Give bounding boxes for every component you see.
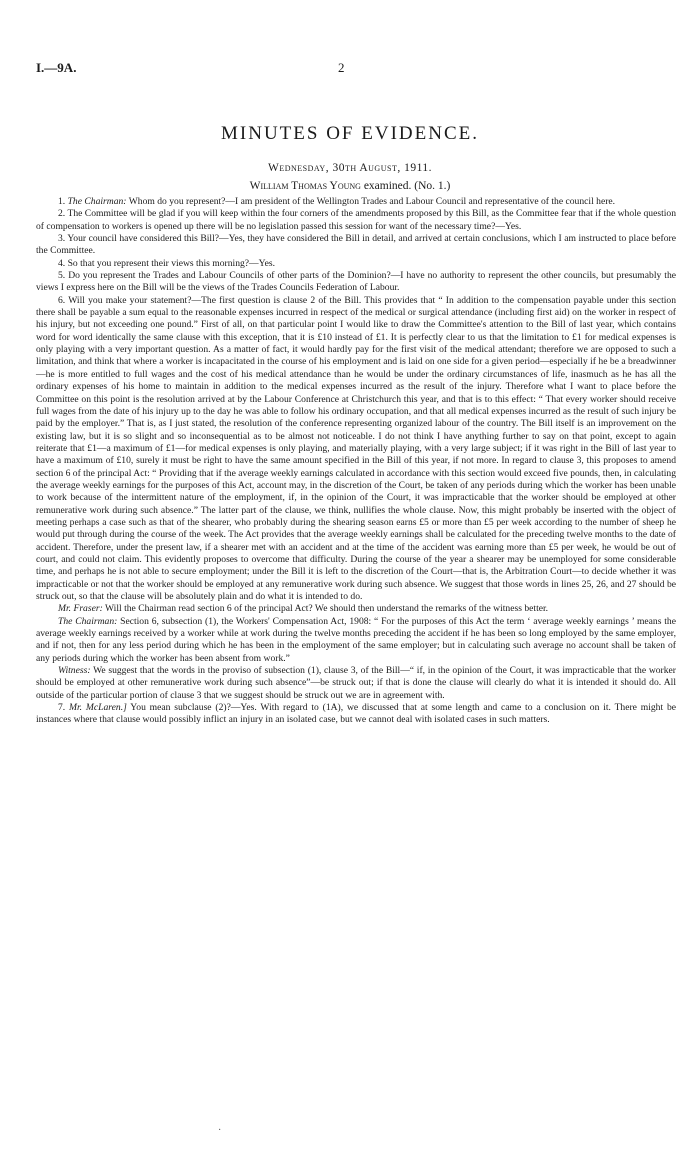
page-number: 2	[338, 60, 345, 75]
speaker-label: The Chairman:	[58, 615, 118, 627]
speaker-label: The Chairman:	[67, 196, 127, 207]
witness-examined-note: examined. (No. 1.)	[360, 180, 451, 192]
speaker-label: Witness:	[58, 665, 91, 677]
paragraph-number: 6.	[58, 294, 69, 306]
session-date: Wednesday, 30th August, 1911.	[267, 162, 433, 174]
document-reference: I.—9A.	[36, 60, 77, 75]
witness-heading	[0, 180, 700, 192]
evidence-paragraph-5	[36, 270, 676, 295]
paragraph-text: So that you represent their views this morning?—Yes.	[67, 257, 275, 269]
paragraph-text: Will you make your statement?—The first question is clause 2 of the Bill. This provides that “ In addition to the compensation payable under this section there shall be payable a sum equal to the reasonable expenses incurred in respect of the medical or surgical attendance (including first aid) on the worker in respect of his injury, but not exceeding one pound.” First of all, on that particular point I would like to draw the Committee's attention to the Bill of last year, which contains word for word identically the same clause with this exception, that it is £10 instead of £1. It is perfectly clear to us that the limitation to £1 for medical expenses is only playing with a very important question. As a matter of fact, it would hardly pay for the first visit of the medical attendant; therefore we are opposed to such a limitation, and think that where a worker is incapacitated in the course of his employment and is laid on one side for a given period—especially if he be a breadwinner—he is more entitled to full wages and the cost of his medical attendance than he would be under the ordinary circumstances of life, inasmuch as he has all the ordinary expenses of his home to maintain in addition to the medical expenses incurred as the result of the injury. Therefore what I want to place before the Committee on this point is the resolution arrived at by the Labour Conference at Christchurch this year, and that is to this effect: “ That every worker should receive full wages from the date of his injury up to the day he was able to follow his ordinary occupation, and that all medical expenses incurred as the result of such injury be paid by the employer.” That is, as I just stated, the resolution of the conference representing organized labour of the country. The Bill itself is an improvement on the existing law, but it is so slight and so inconsequential as to be almost not noticeable. I do not think I have anything further to say on that point, except to again reiterate that £1—a maximum of £1—for medical expenses is only playing, and materially playing, with a very large subject; if it was right in the Bill of last year to have a maximum of £10, surely it must be right to have the same amount specified in the Bill of this year, if not more. In regard to clause 3, this proposes to amend section 6 of the principal Act: “ Providing that if the average weekly earnings calculated in accordance with this section would exceed five pounds, then, in calculating the average weekly earnings for the purposes of this Act, account may, in the discretion of the Court, be taken of any periods during which the worker has been unable to work because of the intermittent nature of the employment, if, in the opinion of the Court, it was impracticable that the worker should be employed at other remunerative work during such absence.” The latter part of the clause, we think, nullifies the whole clause. Now, this might probably be inserted with the object of meeting perhaps a case such as that of the shearer, who probably during the shearing season earns £5 or more than £5 per week according to the number of sheep he would put through during the course of the week. The Act provides that the average weekly earnings shall be calculated for the preceding twelve months to the date of accident. Therefore, under the present law, if a shearer met with an accident and at the time of the accident was earning more than £5 per week, he would be out of court, and could not claim. This evidently proposes to overcome that difficulty. During the course of the year a shearer may be unemployed for some considerable time, and perhaps he is not able to secure employment; under the Bill it is left to the discretion of the Court—that is, the Arbitration Court—to decide whether it was impracticable or not that the worker should be employed at any remunerative work during such absence. We suggest that those words in lines 25, 26, and 27 should be struck out, so that the clause will be absolutely plain and do what it is intended to do.	[36, 294, 677, 602]
evidence-body	[36, 196, 676, 727]
stray-mark: ·	[218, 1125, 222, 1136]
paragraph-text: Whom do you represent?—I am president of the Wellington Trades and Labour Council and representative of the council here.	[126, 196, 616, 207]
witness-name: William Thomas Young	[249, 180, 361, 192]
paragraph-text: You mean subclause (2)?—Yes. With regard to (1A), we discussed that at some length and came to a conclusion on it. There might be instances where that clause would possibly inflict an injury in an isolated case, but we cannot deal with isolated cases in such matters.	[36, 702, 677, 726]
evidence-paragraph-1	[36, 196, 676, 208]
paragraph-text: Section 6, subsection (1), the Workers' Compensation Act, 1908: “ For the purposes of this Act the term ‘ average weekly earnings ’ means the average weekly earnings received by a worker while at work during the twelve months preceding the accident if he has been so long employed by the same employer, and if not, then for any less period during which he has been in the employment of the same employer; but in calculating such average no account shall be taken of any periods during which the worker has been absent from work.”	[36, 615, 676, 664]
page-header	[36, 60, 676, 80]
evidence-paragraph-witness	[36, 665, 676, 702]
paragraph-number: 1.	[58, 196, 68, 207]
paragraph-number: 7.	[58, 702, 70, 714]
paragraph-text: Do you represent the Trades and Labour Councils of other parts of the Dominion?—I have no authority to represent the other councils, but presumably the views I express here on the Bill will be the views of the Trades Councils Federation of Labour.	[36, 270, 676, 294]
paragraph-number: 3.	[58, 233, 68, 245]
evidence-paragraph-7	[36, 702, 676, 727]
paragraph-text: The Committee will be glad if you will keep within the four corners of the amendments proposed by this Bill, as the Committee fear that if the whole question of compensation to workers is opened up there will be no legislation passed this session for want of the necessary time?—Yes.	[36, 208, 676, 232]
paragraph-text: We suggest that the words in the proviso of subsection (1), clause 3, of the Bill—“ if, in the opinion of the Court, it was impracticable that the worker should be employed at other remunerative work during such absence”—be struck out; if that is done the clause will clearly do what it is intended it should do. All outside of the particular portion of clause 3 that we suggest should be struck out we are in agreement with.	[36, 665, 676, 701]
evidence-paragraph-3	[36, 233, 676, 258]
speaker-label: Mr. Fraser:	[58, 603, 103, 615]
paragraph-text: Will the Chairman read section 6 of the principal Act? We should then understand the remarks of the witness better.	[102, 603, 549, 615]
evidence-paragraph-chairman	[36, 616, 676, 665]
speaker-label: Mr. McLaren.]	[69, 702, 127, 714]
evidence-paragraph-6	[36, 295, 676, 604]
paragraph-number: 4.	[58, 257, 68, 269]
paragraph-text: Your council have considered this Bill?—Yes, they have considered the Bill in detail, and arrived at certain conclusions, which I am instructed to place before the Committee.	[36, 233, 676, 257]
evidence-paragraph-4	[36, 258, 676, 270]
evidence-paragraph-2	[36, 208, 676, 233]
paragraph-number: 2.	[58, 208, 68, 220]
page-title: MINUTES OF EVIDENCE.	[221, 122, 479, 144]
paragraph-number: 5.	[58, 270, 69, 282]
evidence-paragraph-fraser	[36, 603, 676, 615]
